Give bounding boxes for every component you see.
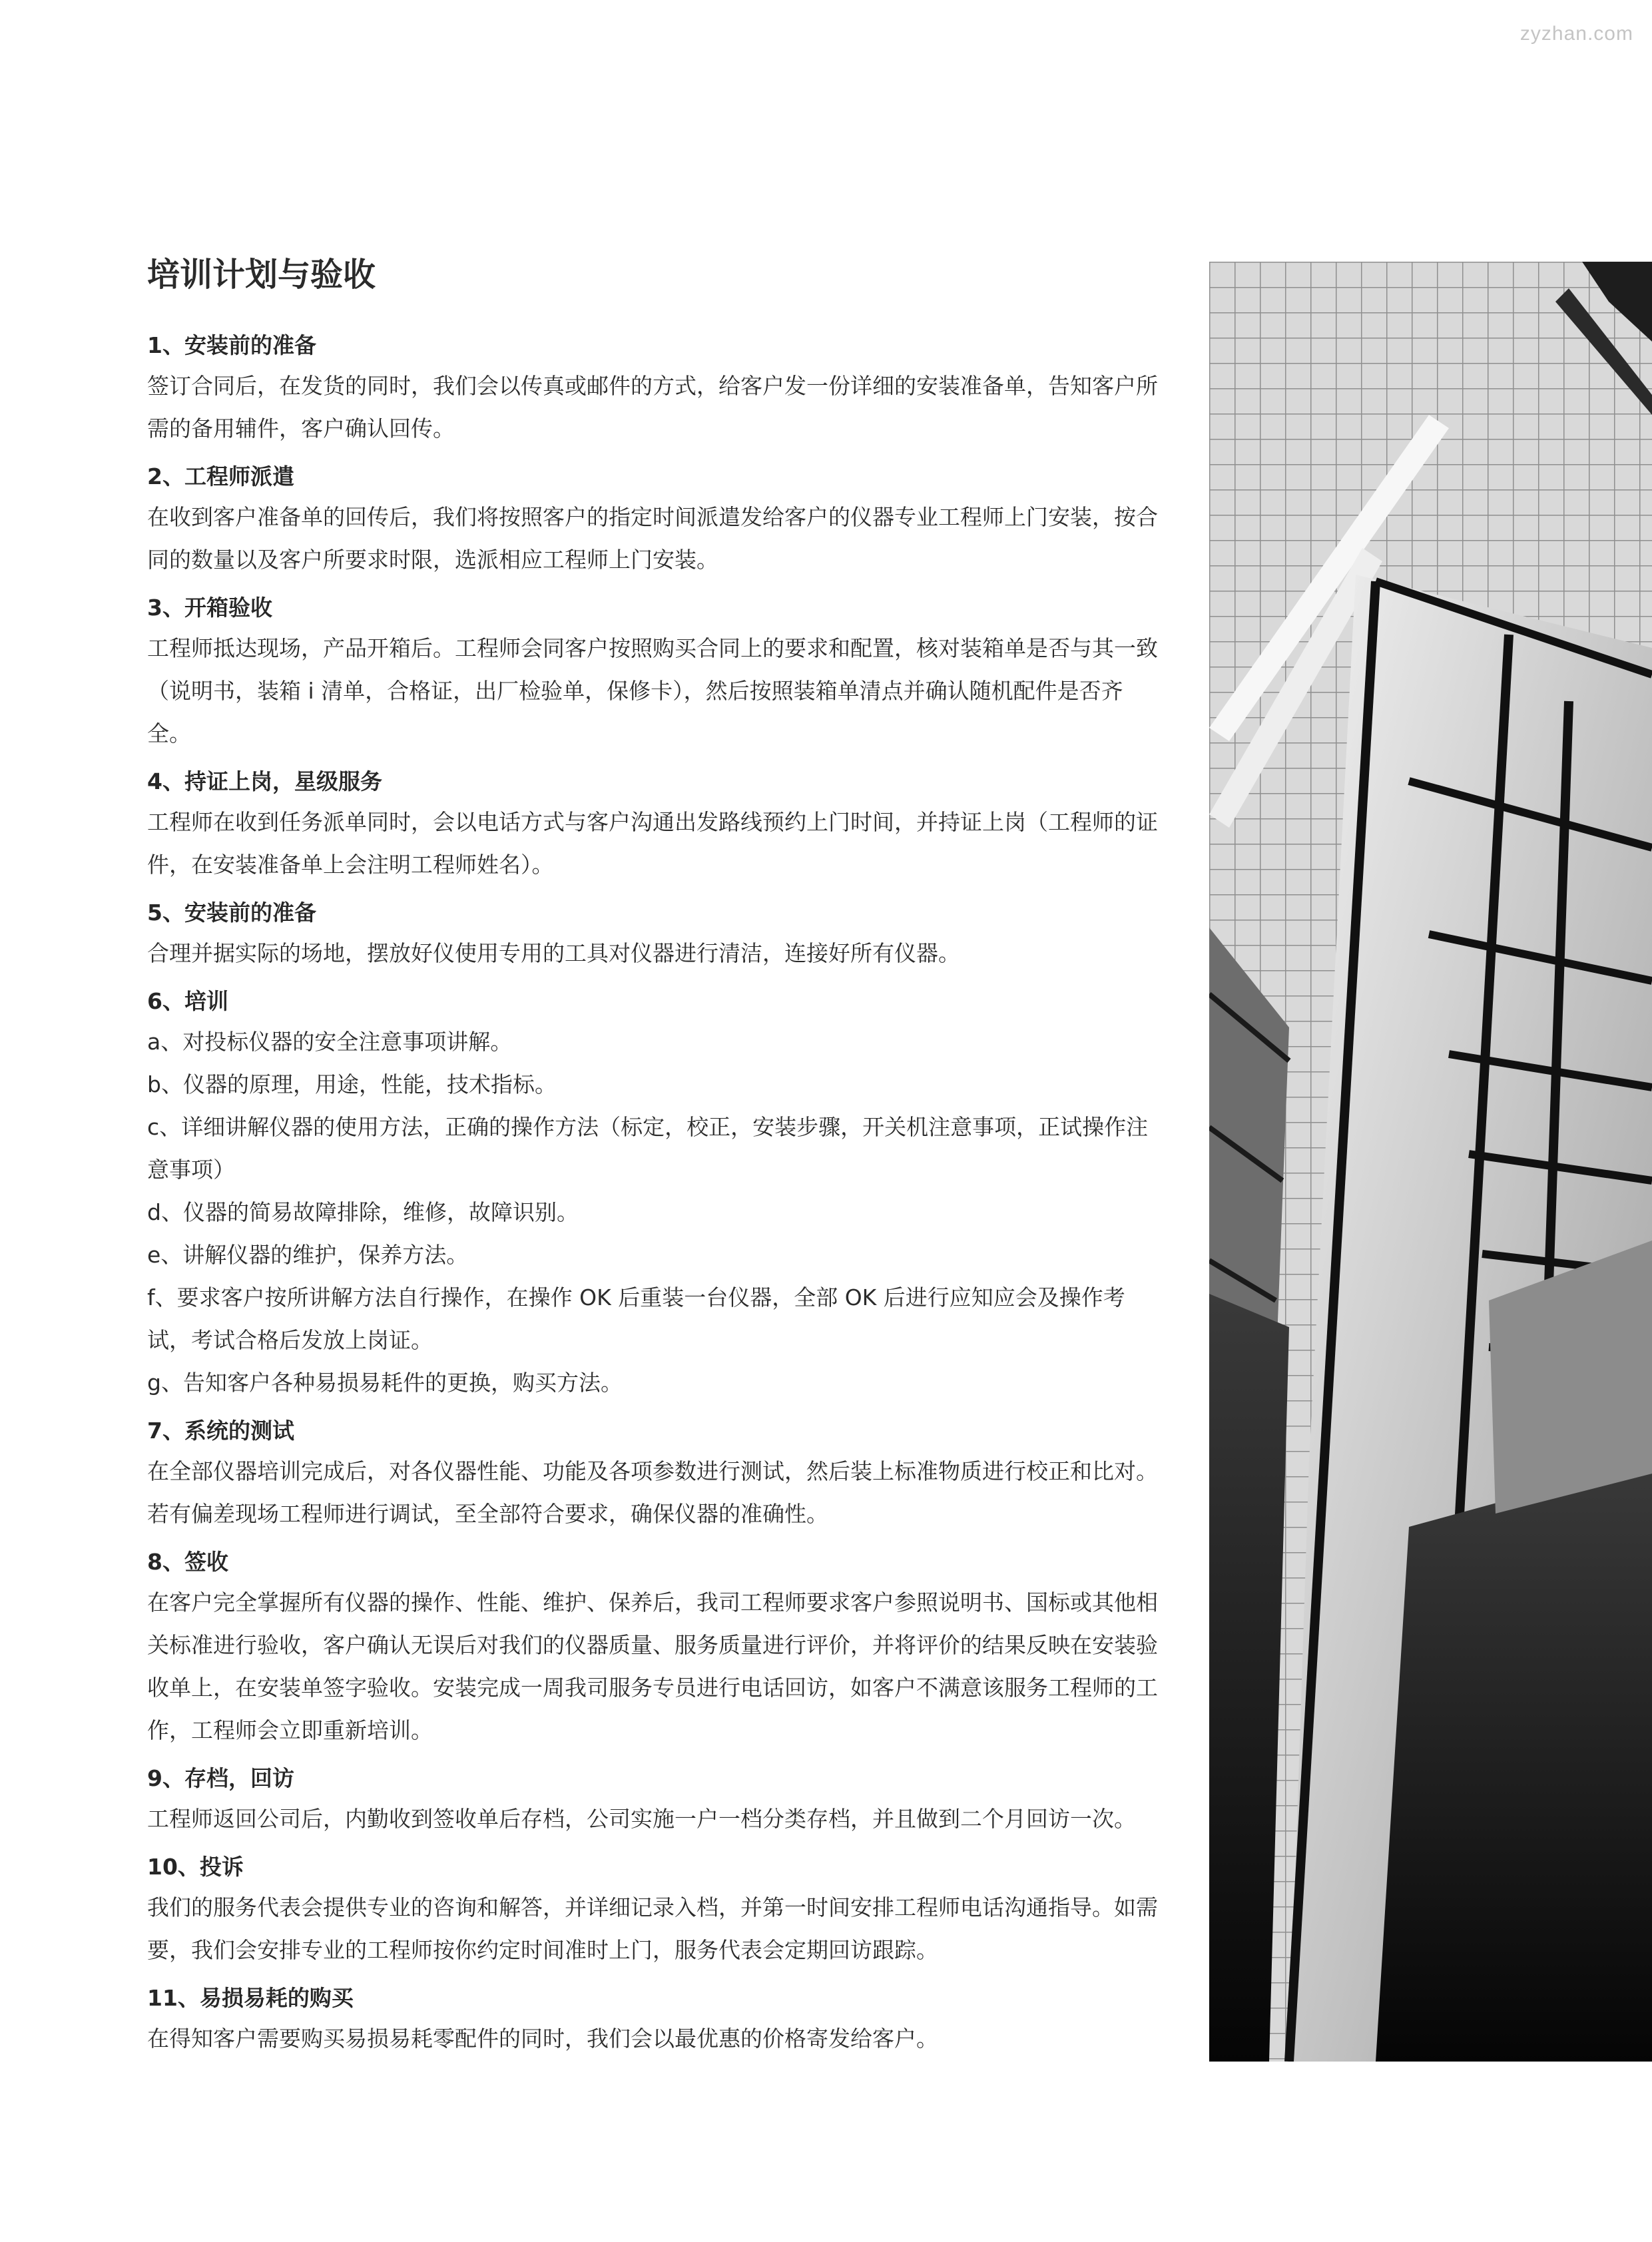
section — [147, 589, 1166, 755]
section — [147, 1979, 1166, 2060]
section-paragraph: 在收到客户准备单的回传后，我们将按照客户的指定时间派遣发给客户的仪器专业工程师上门安装，按合同的数量以及客户所要求时限，选派相应工程师上门安装。 — [147, 504, 1158, 573]
section-heading: 10、投诉 — [147, 1854, 244, 1880]
section-paragraph: 在客户完全掌握所有仪器的操作、性能、维护、保养后，我司工程师要求客户参照说明书、国标或其他相关标准进行验收，客户确认无误后对我们的仪器质量、服务质量进行评价，并将评价的结果反映在安装验收单上，在安装单签字验收。安装完成一周我司服务专员进行电话回访，如客户不满意该服务工程师的工作，工程师会立即重新培训。 — [147, 1589, 1158, 1743]
section-heading: 8、签收 — [147, 1549, 228, 1575]
section-paragraph: 工程师返回公司后，内勤收到签收单后存档，公司实施一户一档分类存档，并且做到二个月回访一次。 — [147, 1806, 1136, 1832]
section — [147, 1412, 1166, 1536]
section-heading: 1、安装前的准备 — [147, 332, 316, 358]
section — [147, 457, 1166, 581]
section — [147, 894, 1166, 975]
list-item: c、详细讲解仪器的使用方法，正确的操作方法（标定，校正，安装步骤，开关机注意事项，正试操作注意事项） — [147, 1114, 1149, 1183]
section — [147, 1848, 1166, 1972]
section-paragraph: 在全部仪器培训完成后，对各仪器性能、功能及各项参数进行测试，然后装上标准物质进行校正和比对。若有偏差现场工程师进行调试，至全部符合要求，确保仪器的准确性。 — [147, 1458, 1158, 1527]
list-item: f、要求客户按所讲解方法自行操作，在操作 OK 后重装一台仪器，全部 OK 后进行应知应会及操作考试，考试合格后发放上岗证。 — [147, 1284, 1125, 1353]
section-paragraph: 签订合同后，在发货的同时，我们会以传真或邮件的方式，给客户发一份详细的安装准备单，告知客户所需的备用辅件，客户确认回传。 — [147, 373, 1158, 441]
main-content — [147, 252, 1166, 2068]
section-paragraph: 我们的服务代表会提供专业的咨询和解答，并详细记录入档，并第一时间安排工程师电话沟通指导。如需要，我们会安排专业的工程师按你约定时间准时上门，服务代表会定期回访跟踪。 — [147, 1894, 1158, 1963]
watermark: zyzhan.com — [1519, 23, 1633, 45]
section-heading: 5、安装前的准备 — [147, 900, 316, 926]
section-heading: 3、开箱验收 — [147, 595, 272, 621]
section-list — [147, 326, 1166, 2060]
list-item: d、仪器的简易故障排除，维修，故障识别。 — [147, 1199, 579, 1225]
section-heading: 7、系统的测试 — [147, 1418, 294, 1444]
section — [147, 1759, 1166, 1840]
section — [147, 326, 1166, 450]
section-heading: 9、存档，回访 — [147, 1765, 294, 1791]
list-item: e、讲解仪器的维护，保养方法。 — [147, 1242, 469, 1268]
list-item: b、仪器的原理，用途，性能，技术指标。 — [147, 1071, 557, 1097]
list-item: g、告知客户各种易损易耗件的更换，购买方法。 — [147, 1370, 623, 1396]
section-heading: 4、持证上岗，星级服务 — [147, 768, 382, 794]
section — [147, 982, 1166, 1404]
section-paragraph: 工程师在收到任务派单同时，会以电话方式与客户沟通出发路线预约上门时间，并持证上岗（工程师的证件，在安装准备单上会注明工程师姓名）。 — [147, 809, 1158, 878]
section-paragraph: 合理并据实际的场地，摆放好仪使用专用的工具对仪器进行清洁，连接好所有仪器。 — [147, 940, 960, 966]
building-photo — [1209, 262, 1652, 2062]
section-heading: 11、易损易耗的购买 — [147, 1985, 354, 2011]
section — [147, 1543, 1166, 1752]
section-heading: 6、培训 — [147, 988, 228, 1014]
section-heading: 2、工程师派遣 — [147, 463, 294, 489]
section-paragraph: 在得知客户需要购买易损易耗零配件的同时，我们会以最优惠的价格寄发给客户。 — [147, 2026, 938, 2052]
section — [147, 762, 1166, 886]
section-paragraph: 工程师抵达现场，产品开箱后。工程师会同客户按照购买合同上的要求和配置，核对装箱单是否与其一致（说明书，装箱 i 清单，合格证，出厂检验单，保修卡），然后按照装箱单清点并确认随机配件是否齐全。 — [147, 635, 1158, 746]
list-item: a、对投标仪器的安全注意事项讲解。 — [147, 1029, 513, 1055]
page-title: 培训计划与验收 — [147, 256, 376, 294]
